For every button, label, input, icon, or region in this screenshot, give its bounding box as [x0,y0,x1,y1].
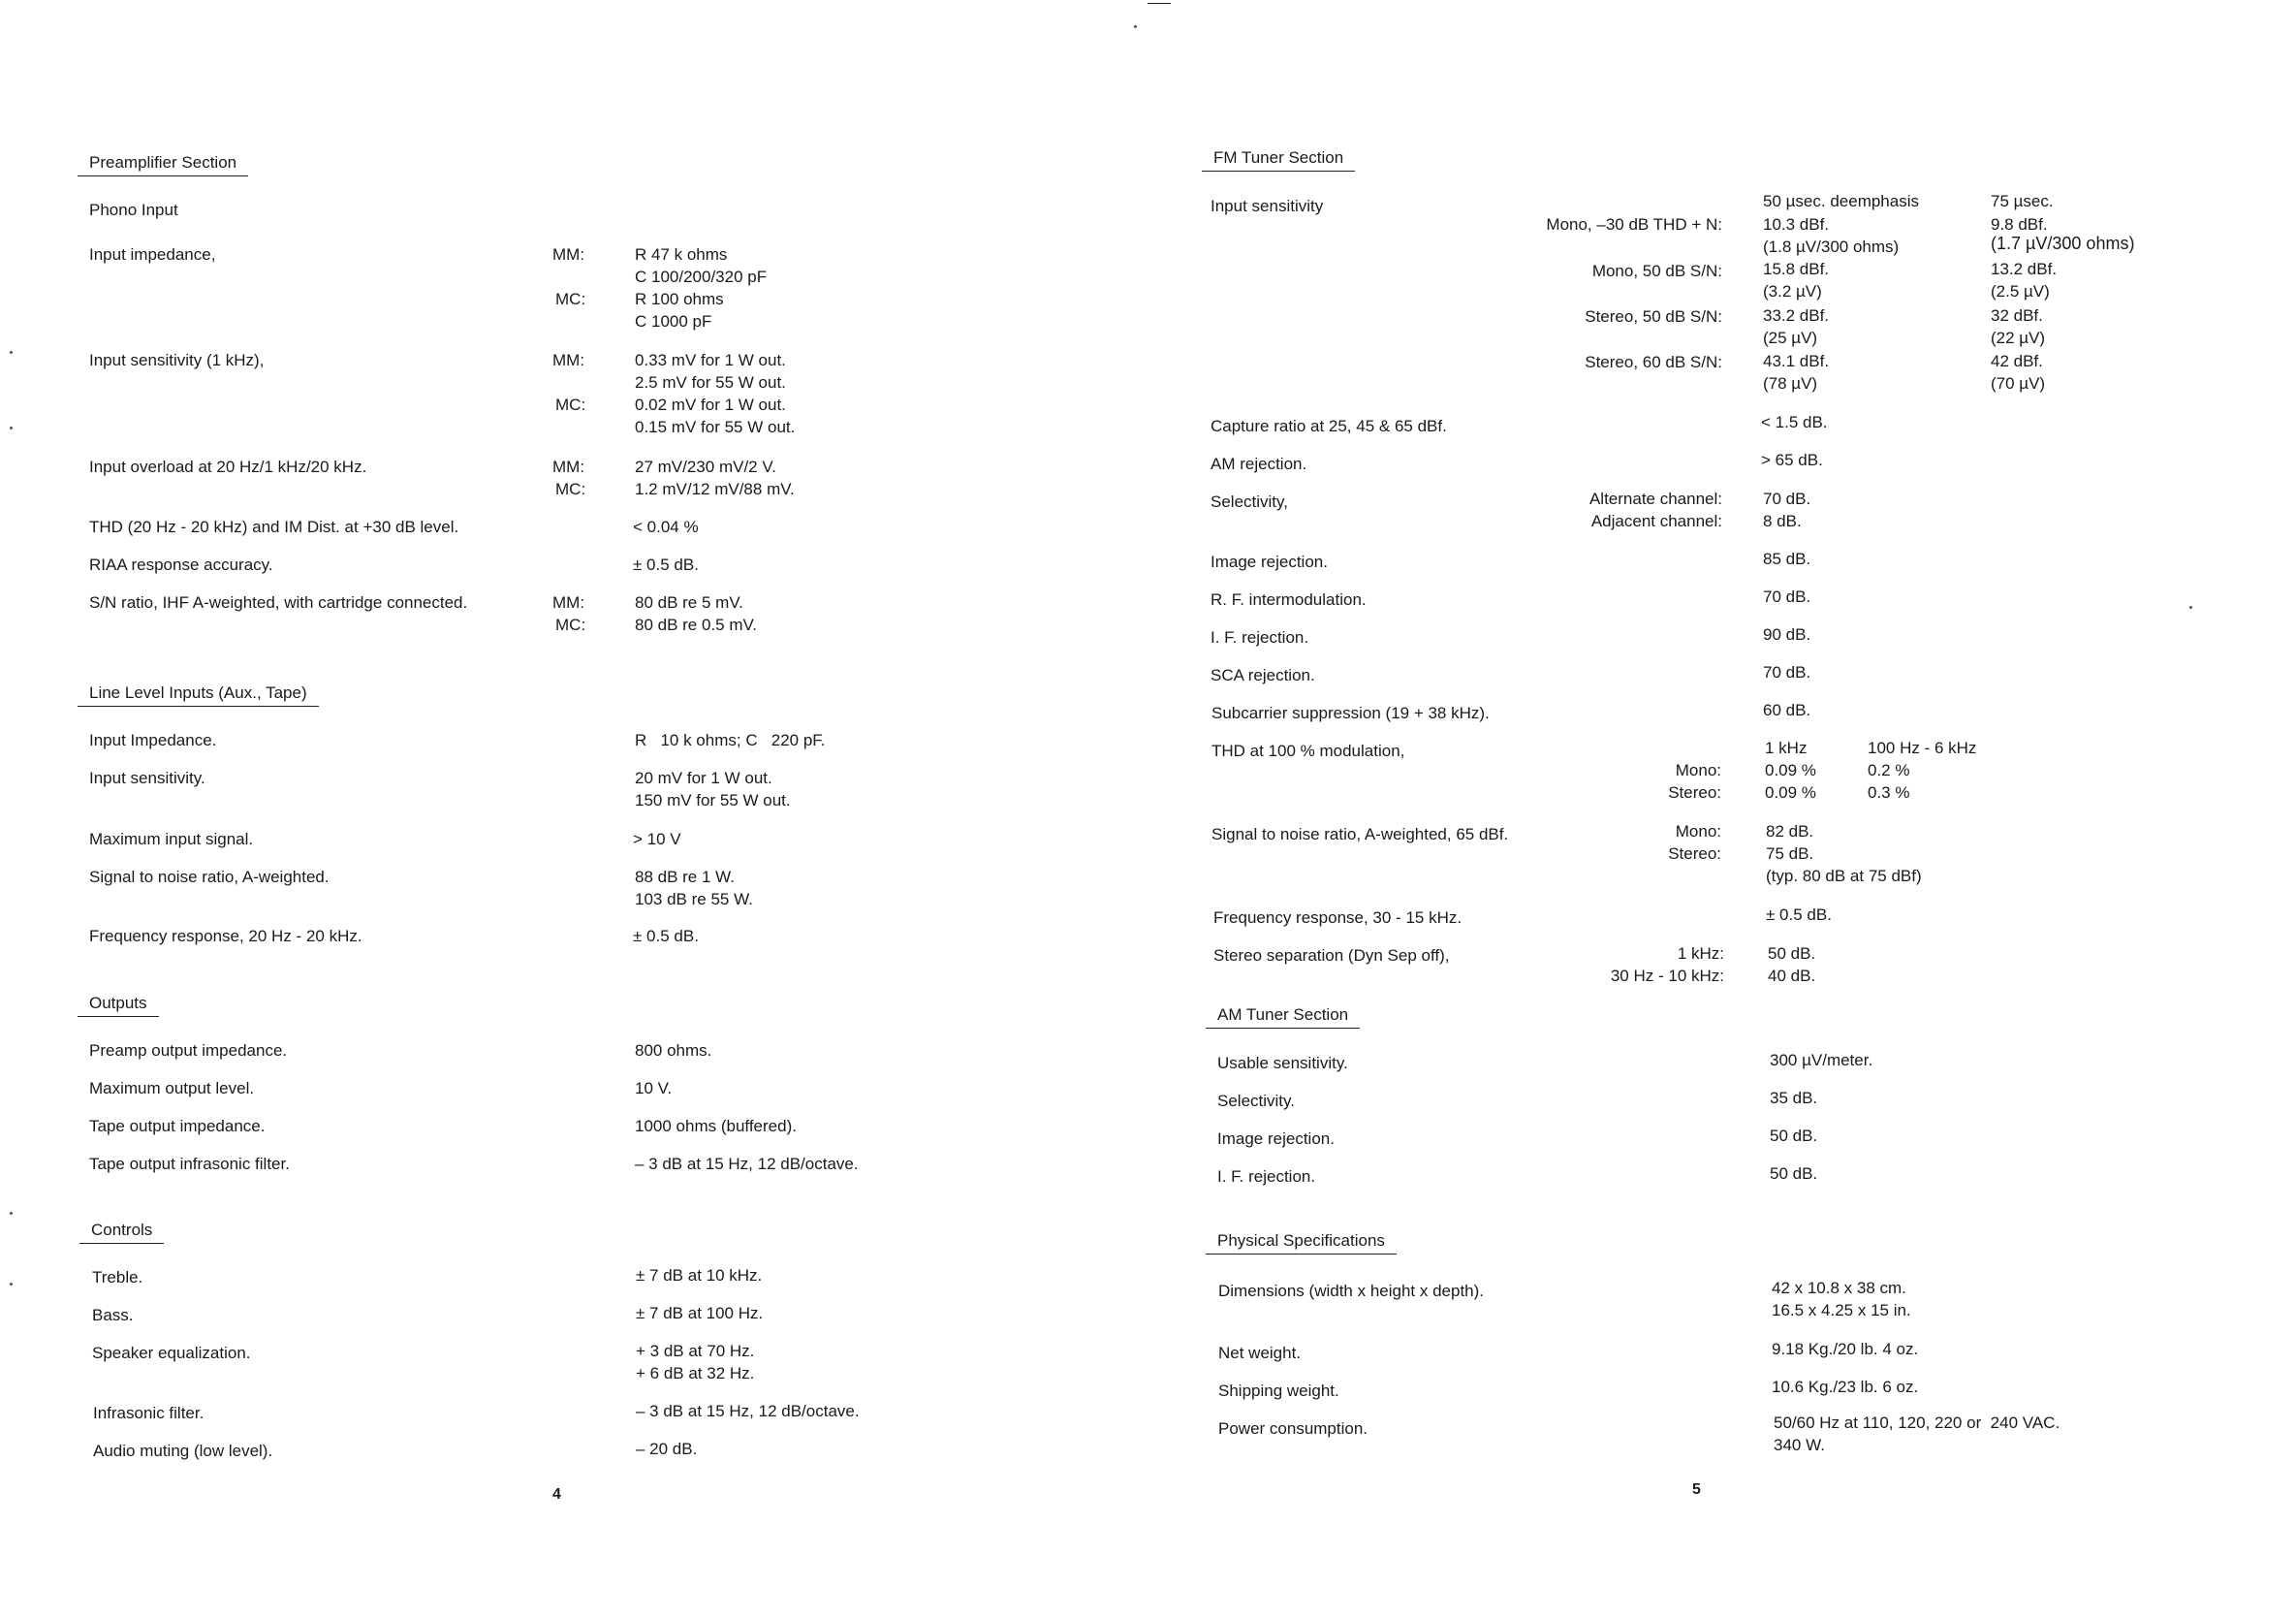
spec-value: 0.09 % [1765,783,1816,802]
spec-value: 8 dB. [1763,512,1802,530]
condition-label: Stereo, 50 dB S/N: [1585,307,1722,326]
spec-value: + 3 dB at 70 Hz. [636,1342,755,1360]
spec-value: 20 mV for 1 W out. [635,769,772,787]
spec-label-input-sensitivity: Input sensitivity (1 kHz), [89,351,265,369]
spec-value: 40 dB. [1768,967,1816,985]
spec-label-stereo-separation: Stereo separation (Dyn Sep off), [1213,946,1450,965]
mono-tag: Mono: [1675,761,1721,779]
spec-label-input-sensitivity: Input sensitivity [1211,197,1324,215]
spec-value: (78 µV) [1763,374,1818,393]
spec-value: (3.2 µV) [1763,282,1822,301]
spec-label-thd: THD at 100 % modulation, [1211,742,1405,760]
condition-label: 1 kHz: [1677,944,1724,963]
spec-value: ± 7 dB at 100 Hz. [636,1304,764,1322]
spec-value: 1.2 mV/12 mV/88 mV. [635,480,795,498]
section-heading-am-tuner: AM Tuner Section [1206,1005,1360,1029]
spec-value: 10.6 Kg./23 lb. 6 oz. [1772,1378,1919,1396]
column-header-1khz: 1 kHz [1765,739,1808,757]
spec-value: (22 µV) [1991,329,2046,347]
spec-value: C 1000 pF [635,312,712,331]
condition-label: Adjacent channel: [1590,512,1722,530]
spec-label: SCA rejection. [1211,666,1315,684]
spec-value: 0.33 mV for 1 W out. [635,351,786,369]
mm-tag: MM: [552,458,585,476]
spec-value: (2.5 µV) [1991,282,2050,301]
spec-value: 33.2 dBf. [1763,306,1830,325]
spec-label: R. F. intermodulation. [1211,590,1367,609]
mc-tag: MC: [555,396,586,414]
spec-label-power-consumption: Power consumption. [1218,1419,1368,1438]
condition-label: Stereo, 60 dB S/N: [1585,353,1722,371]
spec-value: 2.5 mV for 55 W out. [635,373,786,392]
spec-value: 1000 ohms (buffered). [635,1117,797,1135]
section-heading-line-level-inputs: Line Level Inputs (Aux., Tape) [78,683,319,707]
spec-label: Preamp output impedance. [89,1041,288,1060]
spec-value: 75 dB. [1766,844,1814,863]
condition-label: Mono, –30 dB THD + N: [1546,215,1722,234]
spec-label-frequency-response: Frequency response, 30 - 15 kHz. [1213,908,1463,927]
spec-label: Treble. [92,1268,143,1286]
spec-value: 43.1 dBf. [1763,352,1830,370]
spec-value: 103 dB re 55 W. [635,890,753,908]
spec-value: 90 dB. [1763,625,1811,644]
column-header-75usec: 75 µsec. [1991,192,2054,210]
mc-tag: MC: [555,616,586,634]
spec-value: 50/60 Hz at 110, 120, 220 or 240 VAC. [1774,1414,2060,1432]
section-heading-preamplifier: Preamplifier Section [78,153,248,176]
spec-value: 50 dB. [1768,944,1816,963]
spec-value: 32 dBf. [1991,306,2043,325]
spec-label: Usable sensitivity. [1217,1054,1348,1072]
scan-speck [2189,606,2192,609]
spec-value: (70 µV) [1991,374,2046,393]
spec-label: Selectivity. [1217,1092,1295,1110]
condition-label: Mono, 50 dB S/N: [1591,262,1722,280]
scan-speck [1134,25,1137,28]
section-heading-fm-tuner: FM Tuner Section [1202,148,1355,172]
spec-label: Maximum output level. [89,1079,255,1097]
spec-label-capture-ratio: Capture ratio at 25, 45 & 65 dBf. [1211,417,1447,435]
stereo-tag: Stereo: [1668,844,1721,863]
spec-label-signal-to-noise: Signal to noise ratio, A-weighted, 65 dBf. [1211,825,1509,843]
spec-value: > 10 V [633,830,681,848]
scan-speck [10,1283,13,1286]
spec-value: 340 W. [1774,1436,1825,1454]
mono-tag: Mono: [1675,822,1721,841]
spec-value: 80 dB re 5 mV. [635,593,743,612]
spec-value: R 10 k ohms; C 220 pF. [635,731,826,749]
spec-value: 50 dB. [1770,1127,1818,1145]
page-number: 4 [552,1486,561,1503]
spec-label: Input Impedance. [89,731,217,749]
section-heading-outputs: Outputs [78,994,159,1017]
spec-value: 82 dB. [1766,822,1814,841]
spec-value: – 3 dB at 15 Hz, 12 dB/octave. [636,1402,860,1420]
spec-label-input-overload: Input overload at 20 Hz/1 kHz/20 kHz. [89,458,367,476]
spec-value: 13.2 dBf. [1991,260,2058,278]
spec-label-am-rejection: AM rejection. [1211,455,1307,473]
spec-value: (1.8 µV/300 ohms) [1763,238,1900,256]
spec-value: < 1.5 dB. [1761,413,1828,431]
spec-value: R 47 k ohms [635,245,728,264]
condition-label: Alternate channel: [1588,490,1722,508]
spec-value: 70 dB. [1763,490,1811,508]
spec-label: Tape output infrasonic filter. [89,1155,290,1173]
spec-label: Signal to noise ratio, A-weighted. [89,868,330,886]
spec-value: 50 dB. [1770,1164,1818,1183]
spec-note: (typ. 80 dB at 75 dBf) [1766,867,1922,885]
mc-tag: MC: [555,290,586,308]
spec-value: 300 µV/meter. [1770,1051,1873,1069]
spec-label-sn-ratio: S/N ratio, IHF A-weighted, with cartridge connected. [89,593,468,612]
spec-value: 800 ohms. [635,1041,712,1060]
scan-speck [10,351,13,354]
spec-label: I. F. rejection. [1217,1167,1316,1186]
spec-label-net-weight: Net weight. [1218,1344,1302,1362]
spec-value: 150 mV for 55 W out. [635,791,791,810]
spec-label: I. F. rejection. [1211,628,1309,647]
spec-label: Subcarrier suppression (19 + 38 kHz). [1211,704,1490,722]
spec-label-dimensions: Dimensions (width x height x depth). [1218,1282,1485,1300]
spec-value: ± 0.5 dB. [633,927,699,945]
spec-value: 0.02 mV for 1 W out. [635,396,786,414]
page-5 [1148,0,2296,1620]
mm-tag: MM: [552,593,585,612]
spec-value: 27 mV/230 mV/2 V. [635,458,776,476]
spec-label: Infrasonic filter. [93,1404,204,1422]
spec-value: 0.3 % [1868,783,1910,802]
section-heading-physical-specifications: Physical Specifications [1206,1231,1397,1255]
spec-value: 80 dB re 0.5 mV. [635,616,758,634]
spec-value: ± 7 dB at 10 kHz. [636,1266,763,1285]
spec-value: 70 dB. [1763,663,1811,682]
spec-value: ± 0.5 dB. [633,556,699,574]
spec-label: Image rejection. [1217,1129,1335,1148]
spec-value: < 0.04 % [633,518,699,536]
section-heading-controls: Controls [79,1221,164,1244]
scan-speck [10,427,13,429]
spec-value: 0.09 % [1765,761,1816,779]
spec-label: Image rejection. [1211,553,1328,571]
spec-value: 16.5 x 4.25 x 15 in. [1772,1301,1911,1319]
spec-label: Speaker equalization. [92,1344,251,1362]
spec-value: + 6 dB at 32 Hz. [636,1364,755,1382]
spec-label-input-impedance: Input impedance, [89,245,216,264]
spec-label-shipping-weight: Shipping weight. [1218,1382,1339,1400]
spec-value: 88 dB re 1 W. [635,868,735,886]
spec-value: (25 µV) [1763,329,1818,347]
spec-value: 15.8 dBf. [1763,260,1830,278]
scan-speck [10,1212,13,1215]
spec-value: C 100/200/320 pF [635,268,768,286]
spec-value: 0.2 % [1868,761,1910,779]
spec-value: ± 0.5 dB. [1766,905,1832,924]
spec-value: > 65 dB. [1761,451,1823,469]
spec-value: 9.8 dBf. [1991,215,2048,234]
spec-value: 60 dB. [1763,701,1811,719]
spec-label: Audio muting (low level). [93,1442,273,1460]
condition-label: 30 Hz - 10 kHz: [1610,967,1724,985]
spec-label: Bass. [92,1306,134,1324]
spec-label-riaa: RIAA response accuracy. [89,556,273,574]
page-number: 5 [1692,1481,1701,1498]
column-header-50usec: 50 µsec. deemphasis [1763,192,1919,210]
spec-label: Input sensitivity. [89,769,205,787]
spec-label: Maximum input signal. [89,830,254,848]
stereo-tag: Stereo: [1668,783,1721,802]
spec-value: – 3 dB at 15 Hz, 12 dB/octave. [635,1155,859,1173]
mm-tag: MM: [552,245,585,264]
spec-label: Tape output impedance. [89,1117,266,1135]
spec-label-selectivity: Selectivity, [1211,492,1288,511]
phono-input-subheading: Phono Input [89,201,178,219]
spec-value: 10.3 dBf. [1763,215,1830,234]
spec-value: 85 dB. [1763,550,1811,568]
spec-value: R 100 ohms [635,290,724,308]
mc-tag: MC: [555,480,586,498]
column-header-100hz-6khz: 100 Hz - 6 kHz [1868,739,1977,757]
spec-value: 70 dB. [1763,588,1811,606]
spec-value: 0.15 mV for 55 W out. [635,418,796,436]
mm-tag: MM: [552,351,585,369]
spec-value: 10 V. [635,1079,673,1097]
spec-value: 9.18 Kg./20 lb. 4 oz. [1772,1340,1919,1358]
spec-label: Frequency response, 20 Hz - 20 kHz. [89,927,362,945]
spec-value: – 20 dB. [636,1440,698,1458]
spec-value: (1.7 µV/300 ohms) [1991,234,2135,253]
spec-value: 42 x 10.8 x 38 cm. [1772,1279,1906,1297]
spec-label-thd: THD (20 Hz - 20 kHz) and IM Dist. at +30 dB level. [89,518,459,536]
spec-value: 35 dB. [1770,1089,1818,1107]
spec-value: 42 dBf. [1991,352,2043,370]
